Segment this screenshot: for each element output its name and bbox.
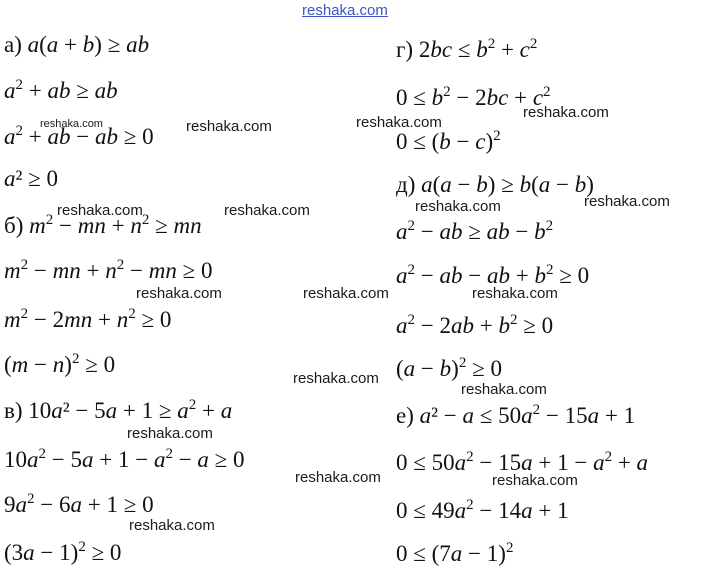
math-exponent: 2 [407, 218, 415, 234]
math-variable: b [476, 172, 488, 197]
right-equation-line [396, 37, 537, 63]
math-variable: b [476, 37, 488, 62]
math-text: ) [451, 356, 459, 381]
math-text: − 2 [415, 313, 451, 338]
math-text: + [196, 398, 221, 423]
math-variable: a [521, 403, 533, 428]
math-text: ≤ [452, 37, 477, 62]
math-text: + 1 ≥ [117, 398, 178, 423]
watermark: reshaka.com [57, 202, 143, 219]
math-text: ≥ 0 [208, 447, 245, 472]
math-variable: a [587, 403, 600, 428]
math-exponent: 2 [505, 540, 514, 556]
math-variable: ab [450, 313, 474, 338]
math-text: ≥ 0 [466, 356, 502, 381]
right-equation-line [396, 403, 635, 429]
math-text: + 1 [599, 403, 636, 428]
math-variable: mn [173, 213, 202, 238]
math-variable: ab [47, 124, 71, 149]
math-text: − 15 [540, 403, 588, 428]
math-variable: a [105, 398, 118, 423]
right-equation-line [396, 313, 553, 339]
math-text: ≥ 0 [553, 263, 590, 288]
item-label: д) [396, 172, 422, 197]
math-exponent: 2 [141, 212, 150, 228]
right-equation-line [396, 541, 513, 567]
math-variable: a [521, 450, 533, 475]
math-variable: mn [148, 258, 177, 283]
left-equation-line [4, 78, 118, 104]
left-equation-line [4, 258, 212, 284]
math-variable: c [475, 129, 486, 154]
math-variable: n [105, 258, 117, 283]
math-text: 0 ≤ [396, 85, 432, 110]
math-text: ≥ 0 [176, 258, 213, 283]
math-variable: a [636, 450, 649, 475]
math-variable: a [15, 492, 27, 517]
math-exponent: 2 [20, 306, 29, 322]
math-text: ) ≥ [487, 172, 520, 197]
math-exponent: 2 [407, 262, 415, 278]
math-text: 0 ≤ 50 [396, 450, 455, 475]
math-variable: a [220, 398, 233, 423]
item-label: г) [396, 37, 419, 62]
math-exponent: 2 [493, 128, 501, 144]
math-text: + 1 ≥ 0 [81, 492, 154, 517]
right-equation-line [396, 356, 502, 382]
item-label: в) [4, 398, 29, 423]
math-variable: mn [77, 213, 106, 238]
math-text: 10 [4, 447, 27, 472]
math-variable: a [440, 172, 452, 197]
math-variable: a [197, 447, 209, 472]
math-variable: m [4, 307, 21, 332]
math-exponent: 2 [165, 446, 173, 462]
math-exponent: 2 [407, 312, 415, 328]
math-text: − [28, 258, 53, 283]
math-text: − 2 [450, 85, 487, 110]
math-text: 10 [28, 398, 52, 423]
watermark: reshaka.com [40, 118, 103, 130]
left-equation-line [4, 307, 171, 333]
watermark: reshaka.com [136, 285, 222, 302]
math-text: ² − 5 [62, 398, 106, 423]
math-text: − 1) [462, 541, 506, 566]
watermark: reshaka.com [129, 517, 215, 534]
math-variable: a [419, 403, 432, 428]
math-variable: a [462, 403, 474, 428]
math-variable: b [82, 32, 95, 57]
math-exponent: 2 [15, 123, 23, 139]
left-equation-line [4, 447, 245, 473]
math-exponent: 2 [466, 497, 474, 513]
math-text: − [172, 447, 198, 472]
watermark: reshaka.com [186, 118, 272, 135]
math-text: ≥ 0 [517, 313, 554, 338]
math-variable: bc [430, 37, 453, 62]
math-text: + [23, 78, 48, 103]
math-text: + 1 − [93, 447, 154, 472]
math-exponent: 2 [71, 351, 80, 367]
watermark: reshaka.com [127, 425, 213, 442]
math-text: + [473, 313, 499, 338]
math-text: + 1 − [532, 450, 594, 475]
math-variable: b [574, 172, 587, 197]
math-text: − [451, 172, 477, 197]
item-label: а) [4, 32, 28, 57]
watermark-top[interactable]: reshaka.com [302, 2, 388, 19]
math-text: − [28, 352, 53, 377]
math-variable: a [396, 313, 408, 338]
math-variable: n [130, 213, 142, 238]
math-text: ( [39, 32, 47, 57]
math-variable: a [4, 124, 16, 149]
watermark: reshaka.com [295, 469, 381, 486]
math-text: ≤ 50 [474, 403, 522, 428]
math-text: ( [4, 352, 12, 377]
math-text: − [53, 213, 78, 238]
math-exponent: 2 [20, 257, 29, 273]
math-variable: m [11, 352, 29, 377]
math-text: ≥ 0 [135, 307, 172, 332]
math-variable: ab [94, 124, 118, 149]
math-text: − [124, 258, 149, 283]
math-variable: b [519, 172, 532, 197]
math-variable: a [70, 492, 82, 517]
math-text: ( [432, 172, 441, 197]
math-exponent: 2 [116, 257, 125, 273]
math-text: ) [485, 129, 494, 154]
math-exponent: 2 [532, 402, 541, 418]
math-variable: a [454, 450, 467, 475]
math-variable: ab [486, 263, 510, 288]
watermark: reshaka.com [584, 193, 670, 210]
math-exponent: 2 [188, 397, 197, 413]
math-text: ≥ [149, 213, 174, 238]
math-text: + [509, 263, 535, 288]
math-exponent: 2 [15, 77, 23, 93]
math-text: 0 ≤ ( [396, 129, 440, 154]
math-variable: mn [64, 307, 93, 332]
math-text: + [508, 85, 533, 110]
math-exponent: 2 [27, 491, 35, 507]
math-variable: a [27, 447, 39, 472]
math-variable: a [4, 166, 16, 191]
math-variable: a [421, 172, 433, 197]
math-variable: mn [52, 258, 81, 283]
math-exponent: 2 [545, 218, 554, 234]
math-exponent: 2 [458, 355, 467, 371]
left-equation-line [4, 492, 154, 518]
math-exponent: 2 [545, 262, 554, 278]
math-text: 9 [4, 492, 16, 517]
math-variable: b [431, 85, 444, 110]
watermark: reshaka.com [492, 472, 578, 489]
math-variable: m [4, 258, 21, 283]
math-variable: a [450, 541, 463, 566]
math-text: ( [396, 356, 404, 381]
math-variable: a [81, 447, 94, 472]
math-variable: a [27, 32, 40, 57]
left-equation-line [4, 540, 121, 566]
math-text: − [509, 219, 535, 244]
math-text: − [450, 129, 476, 154]
math-variable: a [46, 32, 59, 57]
math-text: ² ≥ 0 [15, 166, 59, 191]
math-variable: c [532, 85, 544, 110]
watermark: reshaka.com [523, 104, 609, 121]
math-text: ≥ 0 [117, 124, 154, 149]
math-variable: a [521, 498, 533, 523]
math-variable: a [538, 172, 551, 197]
math-variable: a [23, 540, 35, 565]
math-text: + [612, 450, 637, 475]
math-variable: b [534, 219, 546, 244]
watermark: reshaka.com [293, 370, 379, 387]
math-text: − [550, 172, 575, 197]
math-exponent: 2 [487, 36, 496, 52]
math-text: − 5 [46, 447, 82, 472]
right-equation-line [396, 172, 594, 198]
item-label: е) [396, 403, 420, 428]
math-variable: bc [486, 85, 509, 110]
math-text: + [58, 32, 83, 57]
math-variable: ab [47, 78, 71, 103]
math-variable: n [52, 352, 65, 377]
math-text: − 14 [473, 498, 522, 523]
math-text: ² − [431, 403, 463, 428]
watermark: reshaka.com [461, 381, 547, 398]
math-text: 0 ≤ 49 [396, 498, 455, 523]
math-text: + [92, 307, 117, 332]
math-exponent: 2 [529, 36, 538, 52]
left-equation-line [4, 32, 149, 58]
math-exponent: 2 [128, 306, 136, 322]
math-text: − [415, 356, 440, 381]
math-text: ) [64, 352, 72, 377]
math-text: ) ≥ [94, 32, 127, 57]
math-variable: ab [439, 263, 463, 288]
math-text: − 15 [473, 450, 522, 475]
math-text: ≥ 0 [85, 540, 122, 565]
watermark: reshaka.com [472, 285, 558, 302]
math-text: ) [586, 172, 594, 197]
left-equation-line [4, 352, 115, 378]
math-text: + [105, 213, 131, 238]
math-text: + [495, 37, 520, 62]
right-equation-line [396, 219, 553, 245]
math-text: − [70, 124, 95, 149]
math-exponent: 2 [543, 84, 551, 100]
math-variable: a [4, 78, 16, 103]
math-variable: a [396, 219, 408, 244]
math-exponent: 2 [604, 449, 613, 465]
math-variable: ab [126, 32, 150, 57]
math-text: ≥ 0 [79, 352, 116, 377]
math-variable: a [403, 356, 416, 381]
math-exponent: 2 [38, 446, 46, 462]
math-text: ≥ [462, 219, 487, 244]
math-variable: ab [486, 219, 510, 244]
math-variable: ab [439, 219, 463, 244]
math-text: − [415, 219, 440, 244]
math-variable: b [439, 129, 451, 154]
math-exponent: 2 [45, 212, 54, 228]
math-text: (3 [4, 540, 24, 565]
math-variable: c [519, 37, 530, 62]
math-variable: a [153, 447, 166, 472]
math-exponent: 2 [466, 449, 474, 465]
watermark: reshaka.com [303, 285, 389, 302]
math-variable: a [51, 398, 63, 423]
math-text: − [462, 263, 487, 288]
math-text: − 1) [34, 540, 79, 565]
math-exponent: 2 [509, 312, 518, 328]
math-text: − 6 [34, 492, 71, 517]
math-text: ( [531, 172, 539, 197]
right-equation-line [396, 498, 569, 524]
left-equation-line [4, 398, 232, 424]
math-text: − 2 [28, 307, 65, 332]
math-variable: m [29, 213, 46, 238]
math-text: + 1 [532, 498, 569, 523]
math-text: + [23, 124, 48, 149]
math-variable: ab [94, 78, 118, 103]
watermark: reshaka.com [415, 198, 501, 215]
math-text: 2 [418, 37, 431, 62]
math-variable: b [439, 356, 452, 381]
math-text: 0 ≤ (7 [396, 541, 451, 566]
watermark: reshaka.com [224, 202, 310, 219]
item-label: б) [4, 213, 30, 238]
math-text: ≥ [70, 78, 95, 103]
math-variable: a [454, 498, 467, 523]
math-variable: n [116, 307, 129, 332]
math-variable: a [177, 398, 189, 423]
math-exponent: 2 [443, 84, 451, 100]
watermark: reshaka.com [356, 114, 442, 131]
math-exponent: 2 [78, 539, 86, 555]
left-equation-line [4, 166, 58, 192]
right-equation-line [396, 129, 501, 155]
math-variable: b [498, 313, 510, 338]
math-variable: a [593, 450, 605, 475]
math-text: − [415, 263, 440, 288]
math-variable: b [534, 263, 546, 288]
math-variable: a [396, 263, 408, 288]
math-text: + [80, 258, 106, 283]
